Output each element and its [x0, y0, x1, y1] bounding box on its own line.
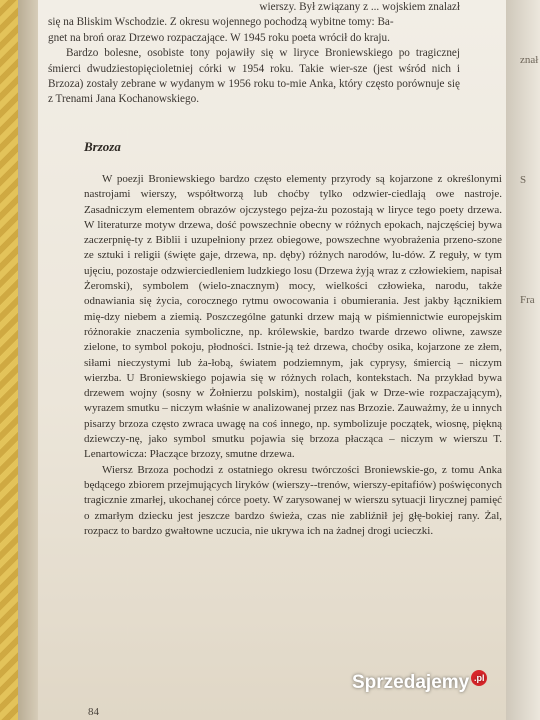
next-page-fragment: Fra [520, 294, 535, 306]
top-paragraph-2: Bardzo bolesne, osobiste tony pojawiły się w liryce Broniewskiego po tragicznej śmierci dwudziestopięcioletniej córki w 1954 roku. Takie wier-sze (jest wśród nich i Brzoza) zostały zebrane w wydanym w 1956 roku to-mie Anka, który często porównuje się z Trenami Jana Kochanowskiego. [48, 47, 460, 106]
section-heading: Brzoza [84, 139, 121, 154]
main-paragraph-1: W poezji Broniewskiego bardzo często elementy przyrody są kojarzone z określonymi nastrojami wierszy, współtworzą lub choćby tylko odzwier-ciedlają owe nastroje. Zasadniczym elementem obrazów ojczystego pejza-żu pozostają w liryce tego poety drzewa. W literaturze motyw drzewa, dość powszechnie obecny w różnych epokach, najczęściej bywa zaczerpnię-ty z Biblii i uzupełniony przez obiegowe, powszechne wyobrażenia przeno-szone ze sztuki i religii (święte gaje, drzewa, np. dęby) różnych narodów, lu-dów. Z reguły, w tym ujęciu, pozostaje odzwierciedleniem ludzkiego losu (Drzewa żyją wraz z człowiekiem, napisał Żeromski), symbolem (wielo-znacznym) mocy, wielkości człowieka, narodu, także odnawiania się życia, corocznego rytmu owocowania i obumierania. Jest jakby łącznikiem mię-dzy niebem a ziemią. Poszczególne gatunki drzew mają w piśmiennictwie europejskim różnorakie znaczenia symboliczne, np. królewskie, bardzo twarde drzewo oliwne, zawsze zielone, to symbol pokoju, płodności. Istnie-ją też drzewa, choćby osika, kojarzone ze złem, siłami nieczystymi lub ża-łobą, światem podziemnym, jak cyprysy, śmiercią – niczym wierzba. U Broniewskiego pojawia się w różnych rolach, kontekstach. Na przykład bywa drzewem wojny (sosny w Żołnierzu polskim), nostalgii (jak w Drze-wie rozpaczającym), wyrazem smutku – niczym właśnie w analizowanej przez nas Brzozie. Zauważmy, że u innych pisarzy brzoza często zwraca uwagę na coś innego, np. symbolizuje początek, wiosnę, piękną dziewczy-nę, jako symbol smutku pojawia się brzoza płacząca – niczym w wierszu T. Lenartowicza: Płaczące brzozy, smutne drzewa. [84, 173, 502, 461]
top-text-block [48, 0, 460, 108]
adjacent-page-edge [506, 0, 540, 720]
watermark-logo [352, 672, 487, 694]
watermark-brand: Sprzedajemy [352, 672, 470, 693]
next-page-fragment: znał [520, 54, 539, 66]
top-line-1: wierszy. Był związany z ... wojskiem znalazł [259, 1, 460, 13]
main-paragraph-2: Wiersz Brzoza pochodzi z ostatniego okresu twórczości Broniewskie-go, z tomu Anka będącego zbiorem przejmujących liryków (wierszy--trenów, wierszy-epitafiów) poświęconych tragicznie zmarłej, ukochanej córce poety. W zarysowanej w wierszu sytuacji lirycznej pamięć o zmarłym dziecku jest jeszcze bardzo świeża, czas nie zabliźnił jej głę-bokiej rany. Żal, rozpacz to bardzo gwałtowne uczucia, nie ukrywa ich na żadnej drogi ucieczki. [84, 463, 502, 537]
watermark-tld-badge: .pl [471, 670, 487, 686]
main-text-block [84, 172, 502, 539]
next-page-fragment: S [520, 174, 527, 186]
top-line-3: gnet na broń oraz Drzewo rozpaczające. W 1945 roku poeta wrócił do kraju. [48, 31, 390, 44]
book-page [38, 0, 508, 720]
page-number: 84 [88, 706, 99, 718]
top-line-2: się na Bliskim Wschodzie. Z okresu wojennego pochodzą wybitne tomy: Ba- [48, 16, 394, 29]
